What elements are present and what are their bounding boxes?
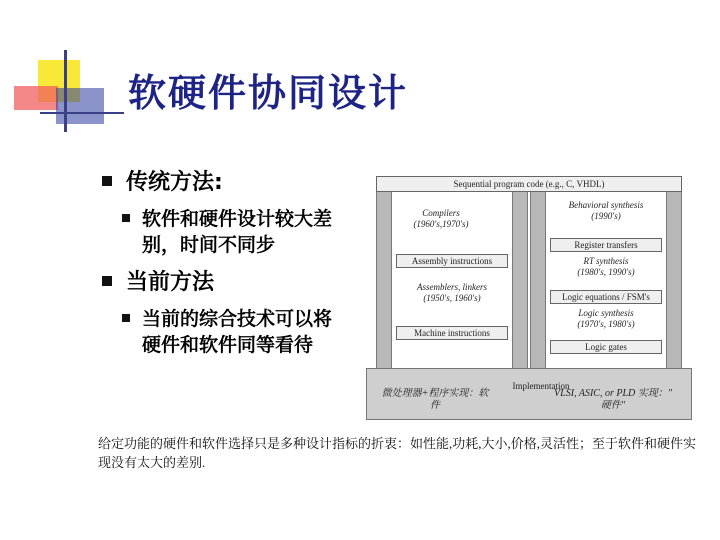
diagram-implementation-label: Implementation xyxy=(512,381,570,391)
decor-horizontal-line xyxy=(40,112,124,114)
synthesis-diagram xyxy=(366,168,692,420)
diagram-pillar-mid-right xyxy=(530,182,546,372)
sub-bullet-current xyxy=(122,306,358,358)
slide-title: 软硬件协同设计 xyxy=(128,71,409,115)
square-bullet-icon xyxy=(102,176,112,186)
diagram-top-bar: Sequential program code (e.g., C, VHDL) xyxy=(376,176,682,192)
slide-caption: 给定功能的硬件和软件选择只是多种设计指标的折衷：如性能,功耗,大小,价格,灵活性；至于软件和硬件实现没有太大的差别. xyxy=(98,436,697,470)
bullet-label: 传统方法: xyxy=(126,170,223,195)
decor-vertical-line xyxy=(64,50,67,132)
diagram-logic-equations: Logic equations / FSM's xyxy=(550,290,662,304)
diagram-assembly-instructions: Assembly instructions xyxy=(396,254,508,268)
diagram-logic-gates: Logic gates xyxy=(550,340,662,354)
bullet-list xyxy=(98,168,358,368)
diagram-logic-synthesis: Logic synthesis (1970's, 1980's) xyxy=(550,308,662,334)
bullet-traditional xyxy=(98,168,358,198)
diagram-pillar-left xyxy=(376,182,392,372)
diagram-behavioral-synthesis: Behavioral synthesis (1990's) xyxy=(550,200,662,226)
square-bullet-icon xyxy=(102,276,112,286)
sub-bullet-traditional xyxy=(122,206,358,258)
bullet-label: 当前方法 xyxy=(126,270,215,295)
diagram-compilers: Compilers (1960's,1970's) xyxy=(396,208,486,234)
diagram-register-transfers: Register transfers xyxy=(550,238,662,252)
sub-bullet-text: 软件和硬件设计较大差别，时间不同步 xyxy=(142,208,333,256)
diagram-pillar-mid-left xyxy=(512,182,528,372)
diagram-hardware-impl: VLSI, ASIC, or PLD 实现：" 硬件" xyxy=(554,388,672,411)
square-bullet-icon xyxy=(122,314,130,322)
decor-red-bar xyxy=(14,86,58,110)
diagram-pillar-right xyxy=(666,182,682,372)
bullet-current xyxy=(98,268,358,298)
diagram-rt-synthesis: RT synthesis (1980's, 1990's) xyxy=(550,256,662,282)
diagram-machine-instructions: Machine instructions xyxy=(396,326,508,340)
diagram-software-impl: 微处理器+程序实现：软 件 xyxy=(381,388,489,411)
sub-bullet-text: 当前的综合技术可以将硬件和软件同等看待 xyxy=(142,308,333,356)
square-bullet-icon xyxy=(122,214,130,222)
diagram-assemblers: Assemblers, linkers (1950's, 1960's) xyxy=(396,282,508,308)
